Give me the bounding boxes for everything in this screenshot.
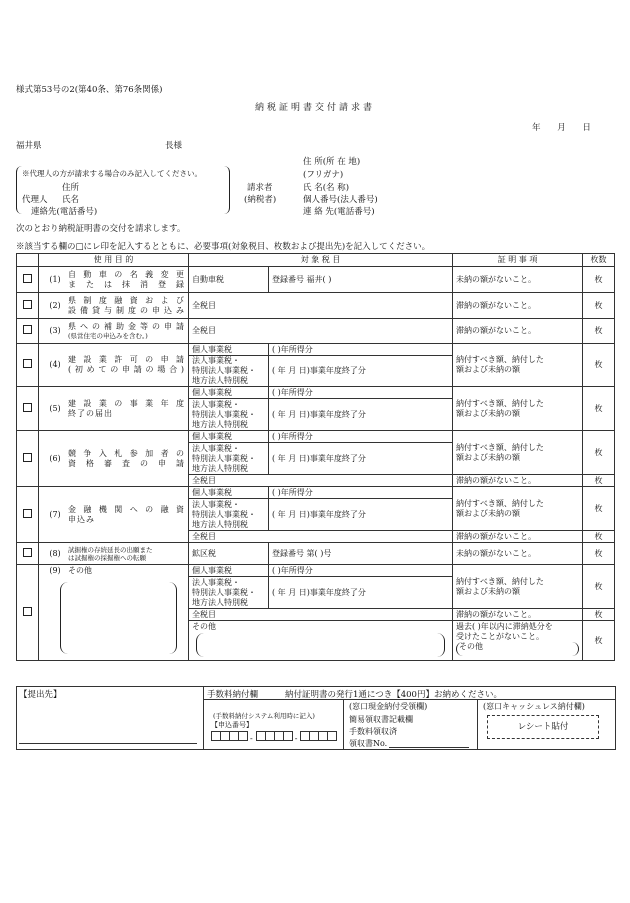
count-field[interactable]: 枚 — [583, 387, 615, 431]
count-field[interactable]: 枚 — [583, 487, 615, 531]
fiscal-year-field[interactable]: ( 年 月 日)事業年度終了分 — [269, 356, 453, 387]
tax-item: 全税目 — [189, 319, 453, 344]
application-number-label: 【申込番号】 — [211, 721, 253, 729]
row-number: (6) — [49, 453, 61, 463]
agent-label: 代理人 — [22, 195, 48, 205]
tax-item: 個人事業税 — [189, 387, 269, 399]
tax-item: その他 — [192, 622, 216, 631]
receipt-number-label: 領収書No. — [349, 739, 388, 748]
cert-item: 過去( )年以内に滞納処分を — [456, 622, 553, 631]
cert-item: 受けたことがないこと。 — [456, 632, 545, 641]
tax-item: 全税目 — [189, 531, 453, 543]
table-row — [17, 293, 615, 319]
tax-item: 鉱区税 — [189, 543, 269, 565]
purpose-line: 県制度融資および — [68, 295, 185, 305]
count-field[interactable]: 枚 — [583, 344, 615, 387]
tax-item: 全税目 — [189, 609, 453, 621]
table-row — [17, 267, 615, 293]
instruction-statement: ※該当する欄の□にレ印を記入するとともに、必要事項(対象税目、枚数および提出先)を記入してください。 — [16, 242, 431, 252]
fiscal-year-field[interactable]: ( 年 月 日)事業年度終了分 — [269, 499, 453, 531]
requester-number-field[interactable]: 個人番号(法人番号) — [303, 195, 378, 205]
other-purpose-field[interactable] — [60, 582, 177, 654]
row-number: (8) — [49, 548, 61, 558]
purpose-line: 設備貸与制度の申込み — [68, 305, 185, 315]
purpose-line: (初めての申請の場合) — [68, 365, 185, 374]
cert-item: 納付すべき額、納付した — [456, 442, 544, 452]
cert-item: 納付すべき額、納付した — [456, 498, 544, 508]
registration-number-field[interactable]: 登録番号 第( )号 — [269, 543, 453, 565]
count-field[interactable]: 枚 — [583, 475, 615, 487]
cert-item: 滞納の額がないこと。 — [453, 531, 583, 543]
cert-item: 未納の額がないこと。 — [453, 543, 583, 565]
count-field[interactable]: 枚 — [583, 565, 615, 609]
cert-item: その他 — [459, 642, 484, 651]
fee-note: 納付証明書の発行1通につき【400円】お納めください。 — [285, 690, 502, 700]
count-field[interactable]: 枚 — [583, 293, 615, 319]
cert-item: 納付すべき額、納付した — [456, 398, 544, 408]
agent-contact-field[interactable]: 連絡先(電話番号) — [31, 207, 98, 217]
cert-item: 納付すべき額、納付した — [456, 576, 544, 586]
cert-item: 未納の額がないこと。 — [453, 267, 583, 293]
checkbox[interactable] — [23, 509, 32, 518]
tax-item: 地方法人特別税 — [192, 519, 248, 529]
checkbox[interactable] — [23, 548, 32, 557]
agent-address-field[interactable]: 住所 — [62, 183, 80, 193]
row-number: (4) — [49, 360, 61, 369]
tax-item: 地方法人特別税 — [192, 463, 248, 473]
receipt-paste-area: レシート貼付 — [487, 715, 599, 739]
fee-received-label: 手数料領収済 — [349, 727, 397, 736]
tax-item: 個人事業税 — [189, 431, 269, 443]
table-header-row — [17, 254, 615, 267]
table-row — [17, 487, 615, 499]
tax-item: 法人事業税・ — [192, 577, 240, 587]
count-field[interactable]: 枚 — [583, 267, 615, 293]
addressee-prefecture: 福井県 — [16, 141, 42, 151]
count-field[interactable]: 枚 — [583, 431, 615, 475]
cert-item: 額および未納の額 — [456, 508, 521, 518]
certificate-table — [16, 253, 615, 661]
checkbox[interactable] — [23, 325, 32, 334]
requester-sublabel: (納税者) — [244, 195, 277, 205]
requester-name-field[interactable]: 氏 名(名 称) — [303, 183, 350, 193]
purpose-line: その他 — [68, 566, 92, 575]
count-field[interactable]: 枚 — [583, 531, 615, 543]
header-purpose: 使 用 目 的 — [39, 254, 189, 267]
purpose-line: または抹消登録 — [68, 279, 185, 289]
form-title: 納税証明書交付請求書 — [254, 103, 375, 113]
receipt-number-field[interactable] — [389, 747, 469, 748]
purpose-line: 申込み — [68, 514, 95, 524]
requester-label: 請求者 — [247, 183, 273, 193]
window-cash-label: (窓口現金納付受領欄) — [349, 702, 428, 711]
tax-item: 個人事業税 — [189, 565, 269, 577]
tax-item: 地方法人特別税 — [192, 597, 248, 607]
fiscal-year-field[interactable]: ( 年 月 日)事業年度終了分 — [269, 443, 453, 475]
purpose-line: 建設業の事業年度 — [68, 398, 185, 408]
header-tax: 対 象 税 目 — [189, 254, 453, 267]
cashless-label: (窓口キャッシュレス納付欄) — [483, 702, 585, 711]
income-year-field[interactable]: ( )年所得分 — [269, 487, 453, 499]
tax-item: 自動車税 — [189, 267, 269, 293]
tax-item: 特別法人事業税・ — [192, 509, 256, 519]
income-year-field[interactable]: ( )年所得分 — [269, 387, 453, 399]
checkbox[interactable] — [23, 300, 32, 309]
row-number: (5) — [49, 403, 61, 413]
purpose-note: (県営住宅の申込みを含む。) — [68, 332, 148, 340]
cert-item: 滞納の額がないこと。 — [453, 609, 583, 621]
tax-item: 特別法人事業税・ — [192, 366, 256, 375]
table-row — [17, 387, 615, 399]
checkbox[interactable] — [23, 403, 32, 412]
row-number: (7) — [49, 509, 61, 519]
purpose-line: は試掘権の採掘権への転願 — [68, 553, 146, 562]
tax-item: 全税目 — [189, 293, 453, 319]
purpose-line: 競争入札参加者の — [68, 448, 185, 458]
count-field[interactable]: 枚 — [583, 621, 615, 661]
cert-item: 額および未納の額 — [456, 365, 521, 374]
table-row — [17, 565, 615, 577]
income-year-field[interactable]: ( )年所得分 — [269, 431, 453, 443]
purpose-line: 金融機関への融資 — [68, 504, 185, 514]
fee-stamp-label: 手数料納付欄 — [207, 690, 259, 700]
request-statement: 次のとおり納税証明書の交付を請求します。 — [16, 224, 186, 234]
purpose-line: 自動車の名義変更 — [68, 269, 185, 279]
submit-to-field[interactable] — [19, 743, 197, 744]
tax-item: 特別法人事業税・ — [192, 453, 256, 463]
tax-item: 個人事業税 — [189, 487, 269, 499]
addressee-chief: 長様 — [165, 141, 183, 151]
row-number: (1) — [49, 274, 61, 284]
cert-item: 額および未納の額 — [456, 408, 521, 418]
row-number: (2) — [49, 300, 61, 310]
header-cert: 証 明 事 項 — [453, 254, 583, 267]
receipt-simple-label: 簡易領収書記載欄 — [349, 715, 413, 724]
footer-section — [16, 686, 616, 750]
cert-item: 滞納の額がないこと。 — [453, 475, 583, 487]
count-field[interactable]: 枚 — [583, 543, 615, 565]
tax-item: 地方法人特別税 — [192, 376, 248, 385]
cert-item: 滞納の額がないこと。 — [453, 319, 583, 344]
purpose-line: 県への補助金等の申請 — [68, 322, 185, 331]
checkbox[interactable] — [23, 607, 32, 616]
registration-number-field[interactable]: 登録番号 福井( ) — [269, 267, 453, 293]
purpose-line: 資格審査の申請 — [68, 458, 185, 468]
table-row — [17, 319, 615, 344]
checkbox[interactable] — [23, 359, 32, 368]
checkbox[interactable] — [23, 274, 32, 283]
purpose-line: 終了の届出 — [68, 408, 113, 418]
row-number: (9) — [49, 566, 61, 575]
table-row — [17, 344, 615, 356]
tax-item: 全税目 — [189, 475, 453, 487]
table-row — [17, 431, 615, 443]
table-row — [17, 543, 615, 565]
submit-to-label: 【提出先】 — [19, 690, 62, 700]
cert-item: 納付すべき額、納付した — [456, 355, 544, 364]
date-field[interactable]: 年 月 日 — [532, 123, 591, 133]
other-cert-field[interactable] — [456, 642, 579, 656]
header-count: 枚数 — [583, 254, 615, 267]
cert-item: 額および未納の額 — [456, 452, 521, 462]
requester-contact-field[interactable]: 連 絡 先(電話番号) — [303, 207, 375, 217]
cert-item: 滞納の額がないこと。 — [453, 293, 583, 319]
tax-item: 法人事業税・ — [192, 499, 240, 509]
row-number: (3) — [49, 326, 61, 335]
checkbox[interactable] — [23, 453, 32, 462]
requester-address-field[interactable]: 住 所(所 在 地) — [303, 157, 361, 167]
tax-item: 法人事業税・ — [192, 356, 240, 365]
income-year-field[interactable]: ( )年所得分 — [269, 344, 453, 356]
form-number: 様式第53号の2(第40条、第76条関係) — [16, 85, 163, 95]
agent-note: ※代理人の方が請求する場合のみ記入してください。 — [22, 169, 202, 178]
tax-item: 地方法人特別税 — [192, 419, 248, 429]
purpose-line: 建設業許可の申請 — [68, 355, 185, 364]
application-number-field[interactable]: - - — [211, 731, 336, 743]
tax-item: 法人事業税・ — [192, 399, 240, 409]
tax-item: 個人事業税 — [189, 344, 269, 356]
tax-item: 特別法人事業税・ — [192, 587, 256, 597]
tax-item: 特別法人事業税・ — [192, 409, 256, 419]
purpose-line: 試掘権の存続延長の出願また — [68, 545, 153, 554]
fiscal-year-field[interactable]: ( 年 月 日)事業年度終了分 — [269, 577, 453, 609]
tax-item: 法人事業税・ — [192, 443, 240, 453]
other-tax-field[interactable] — [196, 633, 445, 657]
fiscal-year-field[interactable]: ( 年 月 日)事業年度終了分 — [269, 399, 453, 431]
income-year-field[interactable]: ( )年所得分 — [269, 565, 453, 577]
requester-furigana-field[interactable]: (フリガナ) — [303, 170, 344, 180]
system-note: (手数料納付システム利用時に記入) — [213, 712, 315, 720]
count-field[interactable]: 枚 — [583, 609, 615, 621]
count-field[interactable]: 枚 — [583, 319, 615, 344]
agent-name-field[interactable]: 氏名 — [62, 195, 80, 205]
cert-item: 額および未納の額 — [456, 586, 521, 596]
